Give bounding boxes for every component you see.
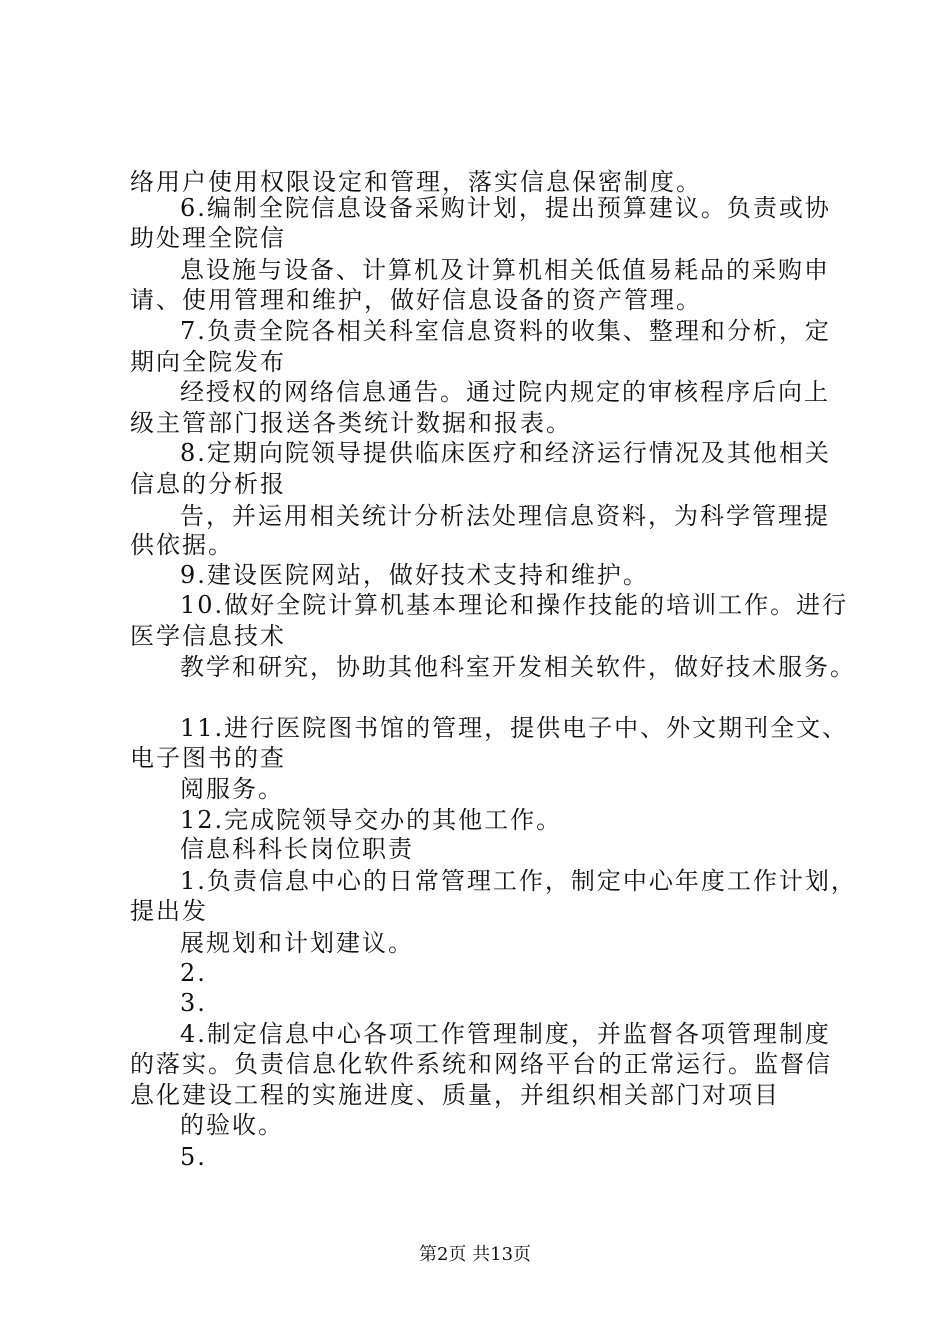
text-line: 4.制定信息中心各项工作管理制度，并监督各项管理制度 <box>180 1020 831 1048</box>
text-line: 11.进行医院图书馆的管理，提供电子中、外文期刊全文、 <box>180 714 849 742</box>
text-line: 告，并运用相关统计分析法处理信息资料，为科学管理提 <box>180 502 830 530</box>
text-line: 9.建设医院网站，做好技术支持和维护。 <box>180 561 649 589</box>
text-line: 级主管部门报送各类统计数据和报表。 <box>130 409 572 437</box>
text-line: 经授权的网络信息通告。通过院内规定的审核程序后向上 <box>180 378 830 406</box>
text-line: 信息的分析报 <box>130 470 286 498</box>
text-line: 教学和研究，协助其他科室开发相关软件，做好技术服务。 <box>180 653 856 681</box>
text-line: 1.负责信息中心的日常管理工作，制定中心年度工作计划， <box>180 867 857 895</box>
text-line: 6.编制全院信息设备采购计划，提出预算建议。负责或协 <box>180 194 831 222</box>
text-line: 息化建设工程的实施进度、质量，并组织相关部门对项目 <box>130 1081 780 1109</box>
text-line: 提出发 <box>130 897 208 925</box>
text-line: 12.完成院领导交办的其他工作。 <box>180 806 563 834</box>
text-line: 息设施与设备、计算机及计算机相关低值易耗品的采购申 <box>180 256 830 284</box>
text-line: 信息科科长岗位职责 <box>180 835 414 863</box>
text-line: 的落实。负责信息化软件系统和网络平台的正常运行。监督信 <box>130 1050 832 1078</box>
text-line: 展规划和计划建议。 <box>180 929 414 957</box>
text-line: 络用户使用权限设定和管理，落实信息保密制度。 <box>130 168 702 196</box>
page-footer: 第2页 共13页 <box>418 1244 532 1265</box>
text-line: 3. <box>180 989 207 1017</box>
text-line: 的验收。 <box>180 1111 284 1139</box>
text-line: 供依据。 <box>130 531 234 559</box>
text-line: 助处理全院信 <box>130 224 286 252</box>
text-line: 期向全院发布 <box>130 348 286 376</box>
text-line: 10.做好全院计算机基本理论和操作技能的培训工作。进行 <box>180 591 849 619</box>
text-line: 电子图书的查 <box>130 744 286 772</box>
text-line: 医学信息技术 <box>130 622 286 650</box>
text-line: 5. <box>180 1143 207 1171</box>
text-line: 8.定期向院领导提供临床医疗和经济运行情况及其他相关 <box>180 439 831 467</box>
text-line: 请、使用管理和维护，做好信息设备的资产管理。 <box>130 286 702 314</box>
text-line: 2. <box>180 959 207 987</box>
text-line: 7.负责全院各相关科室信息资料的收集、整理和分析，定 <box>180 317 831 345</box>
text-line: 阅服务。 <box>180 775 284 803</box>
